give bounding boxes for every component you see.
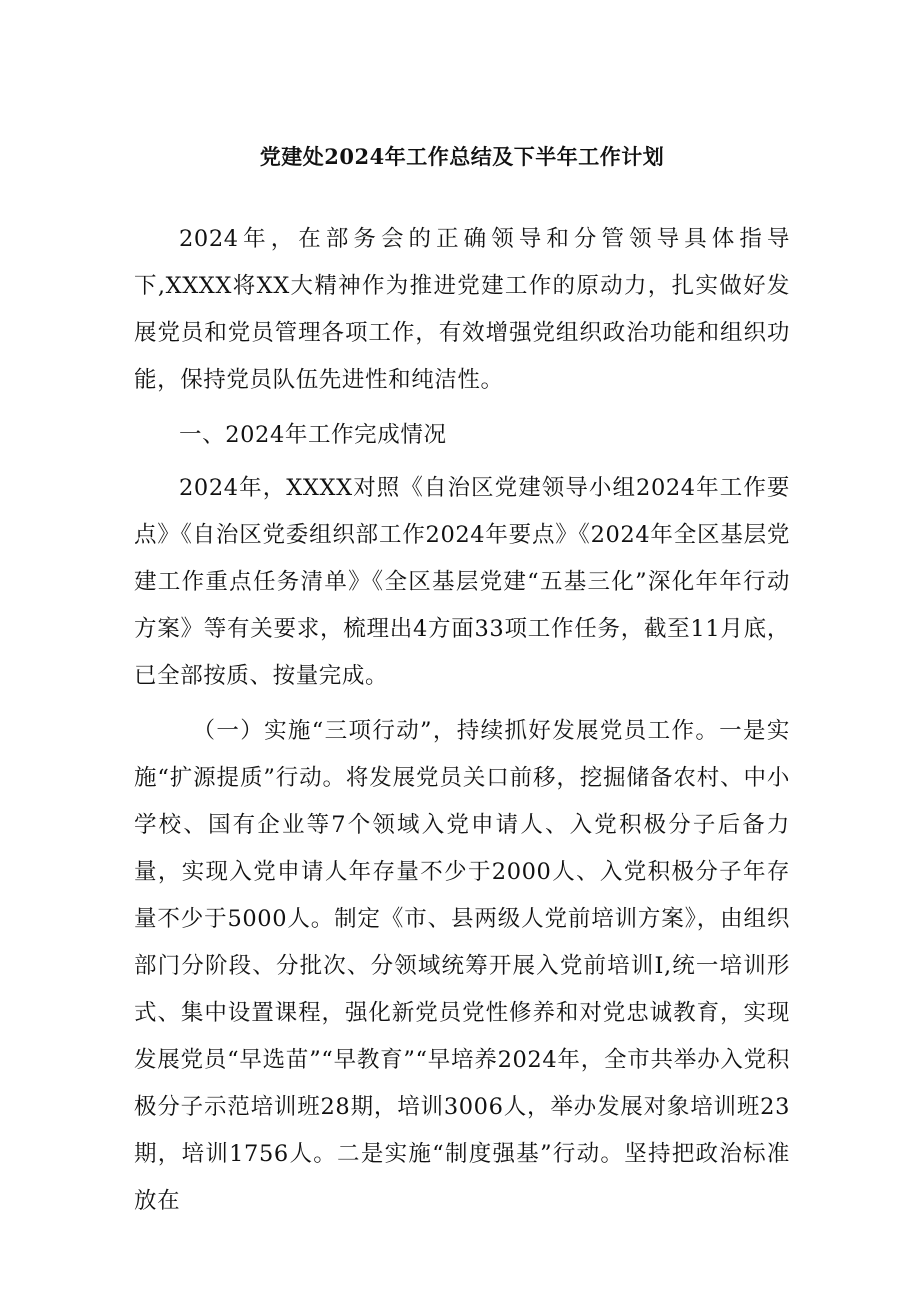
section-heading: 一、2024年工作完成情况 — [179, 422, 447, 448]
subsection-paragraph: （一）实施“三项行动”，持续抓好发展党员工作。一是实施“扩源提质”行动。将发展党员关口前移，挖掘储备农村、中小学校、国有企业等7个领域入党申请人、入党积极分子后备力量，实现入党申请人年存量不少于2000人、入党积极分子年存量不少于5000人。制定《市、县两级人党前培训方案》，由组织部门分阶段、分批次、分领域统筹开展入党前培训I,统一培训形式、集中设置课程，强化新党员党性修养和对党忠诚教育，实现发展党员“早选苗”“早教育”“早培养2024年，全市共举办入党积极分子示范培训班28期，培训3006人，举办发展对象培训班23期，培训1756人。二是实施“制度强基”行动。坚持把政治标准放在 — [134, 718, 790, 1214]
document-title: 党建处2024年工作总结及下半年工作计划 — [259, 144, 665, 169]
intro-paragraph: 2024年，在部务会的正确领导和分管领导具体指导下,XXXX将XX大精神作为推进党建工作的原动力，扎实做好发展党员和党员管理各项工作，有效增强党组织政治功能和组织功能，保持党员队伍先进性和纯洁性。 — [134, 226, 790, 393]
section-paragraph: 2024年，XXXX对照《自治区党建领导小组2024年工作要点》《自治区党委组织部工作2024年要点》《2024年全区基层党建工作重点任务清单》《全区基层党建“五基三化”深化年年行动方案》等有关要求，梳理出4方面33项工作任务，截至11月底，已全部按质、按量完成。 — [134, 475, 790, 689]
